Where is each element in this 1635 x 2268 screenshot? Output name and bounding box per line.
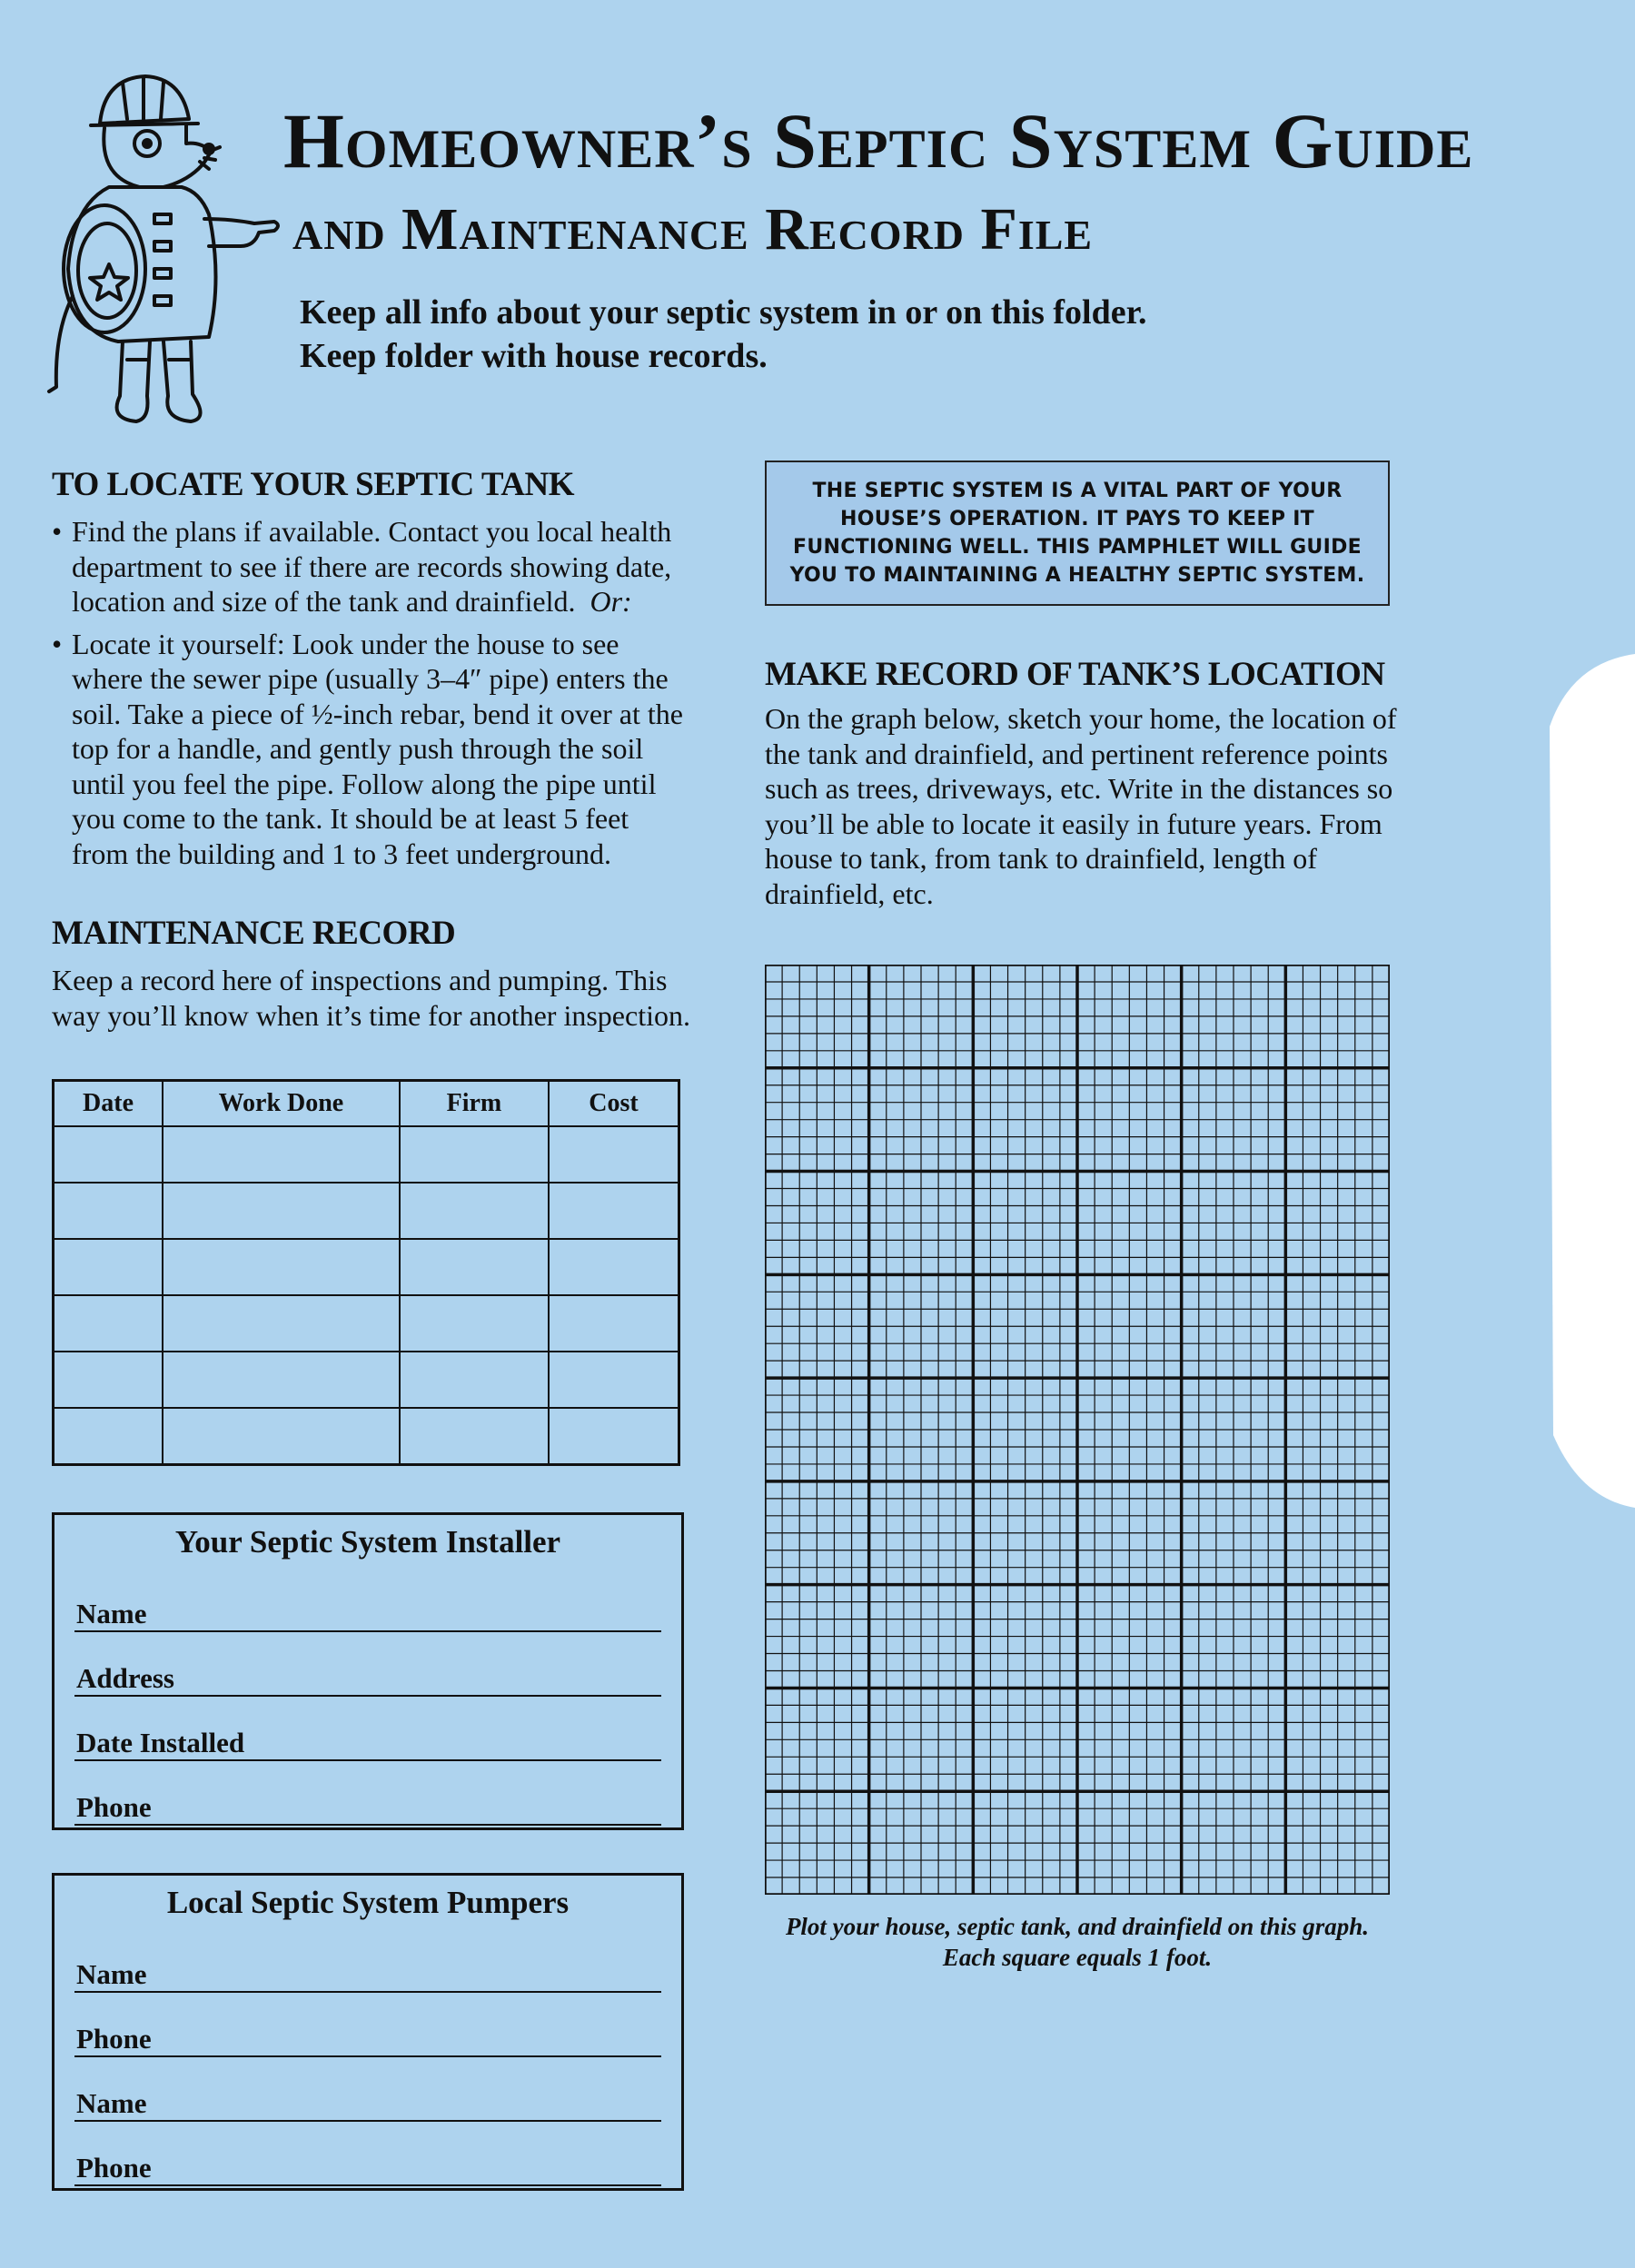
graph-caption-line2: Each square equals 1 foot. <box>942 1944 1213 1971</box>
locate-bullet-or: Or: <box>590 585 632 618</box>
table-cell[interactable] <box>549 1183 679 1239</box>
table-cell[interactable] <box>163 1126 400 1183</box>
field-label: Phone <box>76 2152 152 2184</box>
table-row <box>54 1408 679 1465</box>
graph-caption-line1: Plot your house, septic tank, and drainfield on this graph. <box>785 1913 1370 1940</box>
table-cell[interactable] <box>549 1126 679 1183</box>
field-label: Phone <box>76 1791 152 1823</box>
pumper1-phone-field[interactable] <box>74 1993 661 2057</box>
table-cell[interactable] <box>54 1408 164 1465</box>
installer-box-title: Your Septic System Installer <box>174 1524 561 1560</box>
table-cell[interactable] <box>163 1352 400 1408</box>
table-row <box>54 1183 679 1239</box>
table-cell[interactable] <box>400 1408 549 1465</box>
maintenance-record-text: Keep a record here of inspections and pumping. This way you’ll know when it’s time for another inspection. <box>52 964 690 1032</box>
table-cell[interactable] <box>400 1126 549 1183</box>
field-label: Name <box>76 2087 147 2119</box>
maintenance-record-heading: MAINTENANCE RECORD <box>52 915 456 952</box>
tank-location-heading: MAKE RECORD OF TANK’S LOCATION <box>765 656 1385 693</box>
table-cell[interactable] <box>54 1183 164 1239</box>
field-label: Date Installed <box>76 1727 245 1758</box>
pumpers-info-box <box>52 1873 684 2191</box>
field-label: Address <box>76 1662 174 1694</box>
mole-mascot-illustration <box>36 60 282 432</box>
subtitle-line2: Keep folder with house records. <box>300 337 768 375</box>
table-cell[interactable] <box>549 1352 679 1408</box>
pumper2-phone-field[interactable] <box>74 2122 661 2186</box>
callout-text: THE SEPTIC SYSTEM IS A VITAL PART OF YOUR HOUSE’S OPERATION. IT PAYS TO KEEP IT FUNCTIONING WELL. THIS PAMPHLET WILL GUIDE YOU TO MAINTAINING A HEALTHY SEPTIC SYSTEM. <box>789 480 1365 587</box>
installer-info-box <box>52 1512 684 1830</box>
installer-date-installed-field[interactable] <box>74 1697 661 1761</box>
table-row <box>54 1126 679 1183</box>
table-cell[interactable] <box>549 1239 679 1295</box>
callout-box <box>765 461 1390 606</box>
table-cell[interactable] <box>400 1295 549 1352</box>
table-cell[interactable] <box>163 1183 400 1239</box>
table-cell[interactable] <box>400 1352 549 1408</box>
table-cell[interactable] <box>400 1183 549 1239</box>
pumper1-name-field[interactable] <box>74 1928 661 1993</box>
subtitle-line1: Keep all info about your septic system in or on this folder. <box>300 293 1147 332</box>
column-header-work-done: Work Done <box>163 1081 400 1127</box>
tank-location-text: On the graph below, sketch your home, the location of the tank and drainfield, and pertinent reference points such as trees, driveways, etc. Write in the distances so you’ll be able to locate it easily in future years. From house to tank, from tank to drainfield, length of drainfield, etc. <box>765 702 1397 910</box>
table-header-row <box>54 1081 679 1127</box>
locate-tank-instructions <box>52 514 688 878</box>
field-label: Name <box>76 1958 147 1990</box>
locate-bullet-plans <box>52 514 688 619</box>
table-cell[interactable] <box>54 1126 164 1183</box>
installer-phone-field[interactable] <box>74 1761 661 1826</box>
maintenance-record-table <box>52 1079 680 1466</box>
locate-bullet-plans-text: Find the plans if available. Contact you local health department to see if there are records showing date, location and size of the tank and drainfield. <box>72 515 672 618</box>
column-header-cost: Cost <box>549 1081 679 1127</box>
table-body <box>54 1126 679 1465</box>
page-title-line2: and Maintenance Record File <box>292 196 1094 262</box>
column-header-date: Date <box>54 1081 164 1127</box>
table-row <box>54 1352 679 1408</box>
table-cell[interactable] <box>163 1239 400 1295</box>
table-cell[interactable] <box>400 1239 549 1295</box>
locate-bullet-yourself: • Locate it yourself: Look under the house to see where the sewer pipe (usually 3–4″ pipe) enters the soil. Take a piece of ½-inch rebar, bend it over at the top for a handle, and gently push through the soil until you feel the pipe. Follow along the pipe until you come to the tank. It should be at least 5 feet from the building and 1 to 3 feet underground. <box>52 627 688 872</box>
column-header-firm: Firm <box>400 1081 549 1127</box>
field-label: Name <box>76 1598 147 1629</box>
installer-name-field[interactable] <box>74 1568 661 1632</box>
table-cell[interactable] <box>54 1295 164 1352</box>
table-row <box>54 1295 679 1352</box>
graph-paper-grid[interactable] <box>765 965 1390 1895</box>
table-cell[interactable] <box>54 1239 164 1295</box>
page-title-line1: Homeowner’s Septic System Guide <box>283 97 1474 184</box>
table-cell[interactable] <box>163 1408 400 1465</box>
installer-address-field[interactable] <box>74 1632 661 1697</box>
table-cell[interactable] <box>549 1408 679 1465</box>
table-row <box>54 1239 679 1295</box>
table-cell[interactable] <box>163 1295 400 1352</box>
pumpers-box-title: Local Septic System Pumpers <box>166 1885 570 1920</box>
table-cell[interactable] <box>549 1295 679 1352</box>
graph-caption <box>765 1911 1390 1973</box>
table-cell[interactable] <box>54 1352 164 1408</box>
field-label: Phone <box>76 2023 152 2055</box>
pumper2-name-field[interactable] <box>74 2057 661 2122</box>
folder-tab-cutout <box>1544 654 1635 1508</box>
locate-tank-heading: TO LOCATE YOUR SEPTIC TANK <box>52 466 575 503</box>
